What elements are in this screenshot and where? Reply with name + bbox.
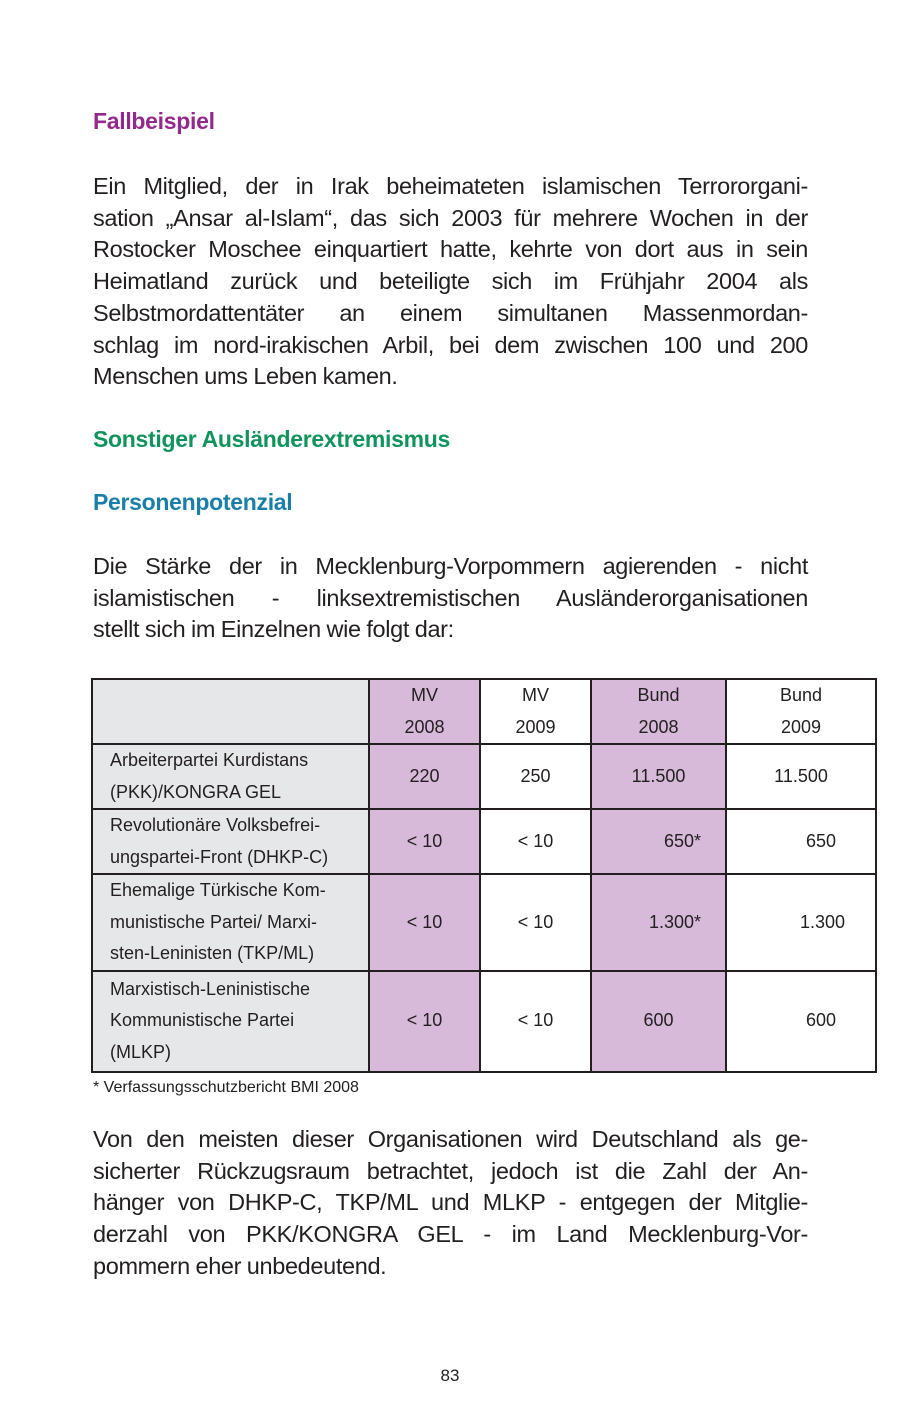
- text-line: stellt sich im Einzelnen wie folgt dar:: [93, 616, 454, 643]
- text-line: hänger von DHKP-C, TKP/ML und MLKP - entgegen der Mitglie-: [93, 1189, 808, 1216]
- text-line: Die Stärke der in Mecklenburg-Vorpommern agierenden - nicht: [93, 553, 808, 579]
- text-line: Von den meisten dieser Organisationen wird Deutschland als ge-: [93, 1126, 808, 1152]
- header-empty-cell: [92, 679, 369, 744]
- text-line: sation „Ansar al-Islam“, das sich 2003 für mehrere Wochen in der: [93, 204, 808, 231]
- text-line: schlag im nord-irakischen Arbil, bei dem zwischen 100 und 200: [93, 331, 808, 358]
- cell-mv-2008: < 10: [369, 809, 480, 874]
- header-mv-2009: MV 2009: [480, 679, 591, 744]
- page-number: 83: [440, 1366, 460, 1385]
- case-study-paragraph: [93, 171, 808, 393]
- table-row: [92, 744, 876, 809]
- table-row: [92, 809, 876, 874]
- cell-mv-2008: < 10: [369, 971, 480, 1072]
- text-line: Ein Mitglied, der in Irak beheimateten islamischen Terrororgani-: [93, 173, 808, 199]
- cell-bund-2009: 1.300: [726, 874, 876, 971]
- cell-mv-2009: 250: [480, 744, 591, 809]
- cell-bund-2009: 11.500: [726, 744, 876, 809]
- cell-mv-2008: < 10: [369, 874, 480, 971]
- cell-bund-2008: 650*: [591, 809, 726, 874]
- cell-mv-2009: < 10: [480, 874, 591, 971]
- text-line: pommern eher unbedeutend.: [93, 1252, 387, 1279]
- header-bund-2008: Bund 2008: [591, 679, 726, 744]
- row-label: Arbeiterpartei Kurdistans (PKK)/KONGRA GEL: [92, 744, 369, 809]
- header-mv-2008: MV 2008: [369, 679, 480, 744]
- header-bund-2009: Bund 2009: [726, 679, 876, 744]
- text-line: derzahl von PKK/KONGRA GEL - im Land Mecklenburg-Vor-: [93, 1221, 808, 1248]
- case-study-heading: Fallbeispiel: [93, 108, 215, 134]
- cell-bund-2008: 1.300*: [591, 874, 726, 971]
- section-heading: Sonstiger Ausländerextremismus: [93, 426, 450, 452]
- conclusion-paragraph: [93, 1124, 808, 1283]
- row-label: Revolutionäre Volksbefrei- ungspartei-Front (DHKP-C): [92, 809, 369, 874]
- subsection-heading: Personenpotenzial: [93, 489, 293, 515]
- text-line: Menschen ums Leben kamen.: [93, 363, 398, 390]
- table-footnote: * Verfassungsschutzbericht BMI 2008: [93, 1079, 359, 1096]
- table-row: [92, 874, 876, 971]
- cell-bund-2008: 600: [591, 971, 726, 1072]
- cell-bund-2009: 650: [726, 809, 876, 874]
- row-label: Ehemalige Türkische Kom- munistische Partei/ Marxi- sten-Leninisten (TKP/ML): [92, 874, 369, 971]
- text-line: Rostocker Moschee einquartiert hatte, kehrte von dort aus in sein: [93, 236, 808, 263]
- row-label: Marxistisch-Leninistische Kommunistische Partei (MLKP): [92, 971, 369, 1072]
- text-line: islamistischen - linksextremistischen Ausländerorganisationen: [93, 584, 808, 611]
- text-line: Heimatland zurück und beteiligte sich im Frühjahr 2004 als: [93, 268, 808, 295]
- cell-mv-2009: < 10: [480, 971, 591, 1072]
- table-row: [92, 971, 876, 1072]
- cell-bund-2008: 11.500: [591, 744, 726, 809]
- organizations-table: [91, 678, 877, 1073]
- text-line: sicherter Rückzugsraum betrachtet, jedoch ist die Zahl der An-: [93, 1157, 808, 1184]
- intro-paragraph: [93, 551, 808, 646]
- table-header-row: [92, 679, 876, 744]
- cell-mv-2008: 220: [369, 744, 480, 809]
- text-line: Selbstmordattentäter an einem simultanen Massenmordan-: [93, 299, 808, 326]
- cell-mv-2009: < 10: [480, 809, 591, 874]
- cell-bund-2009: 600: [726, 971, 876, 1072]
